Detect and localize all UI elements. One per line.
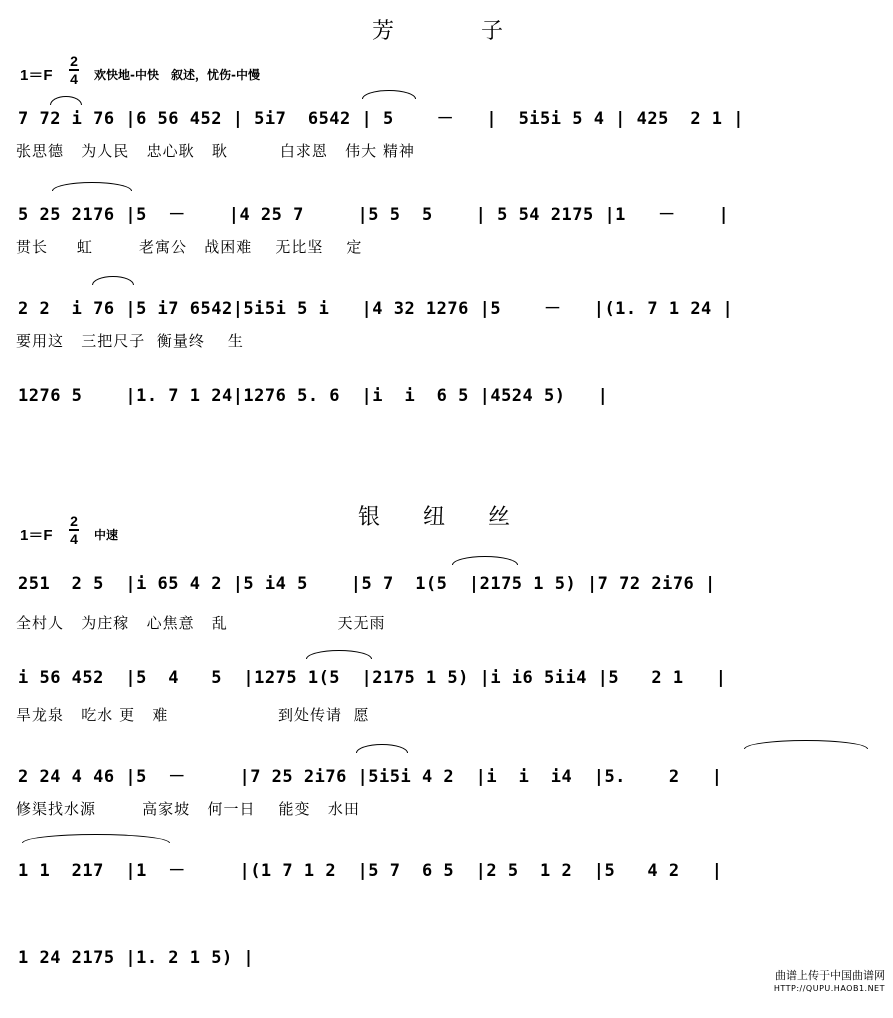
score-line [0,856,893,926]
score-line [0,762,893,832]
time-signature-top: 2 [70,53,78,69]
score-line [0,104,893,174]
time-signature [68,514,80,546]
time-signature [68,54,80,86]
time-signature-top: 2 [70,513,78,529]
score-line [0,294,893,364]
notation: 1 24 2175 |1. 2 1 5) | [18,948,255,968]
song-title [358,500,528,531]
slur [92,276,134,285]
lyrics: 修渠找水源 高家坡 何一日 能变 水田 [16,800,360,818]
song-title [372,14,543,45]
slur [52,182,132,191]
score-line [0,386,893,456]
notation: 251 2 5 |i 65 4 2 |5 i4 5 |5 7 1(5 |2175 1 5) |7 72 2i76 | [18,574,716,594]
slur [50,96,82,105]
key-signature: 1＝F [20,527,53,544]
notation: 1 1 217 |1 － |(1 7 1 2 |5 7 6 5 |2 5 1 2 |5 4 2 | [18,861,723,881]
site-watermark [774,969,885,995]
song-title-text: 芳 子 [372,19,543,44]
notation: i 56 452 |5 4 5 |1275 1(5 |2175 1 5) |i i6 5ii4 |5 2 1 | [18,668,727,688]
notation: 2 2 i 76 |5 i7 6542|5i5i 5 i |4 32 1276 |5 － |(1. 7 1 24 | [18,299,734,319]
song-title-text: 银 纽 丝 [358,505,528,530]
lyrics: 张思德 为人民 忠心耿 耿 白求恩 伟大 精神 [16,142,415,160]
lyrics: 全村人 为庄稼 心焦意 乱 天无雨 [16,614,386,632]
slur [362,90,416,99]
notation: 2 24 4 46 |5 － |7 25 2i76 |5i5i 4 2 |i i i4 |5. 2 | [18,767,723,787]
lyrics: 要用这 三把尺子 衡量终 生 [16,332,244,350]
score-line [0,668,893,738]
notation: 7 72 i 76 |6 56 452 | 5i7 6542 | 5 － | 5i5i 5 4 | 425 2 1 | [18,109,745,129]
tempo-marking: 中速 [94,528,119,542]
site-name: 曲谱上传于中国曲谱网 [775,969,885,982]
score-line [0,948,893,1018]
site-url: HTTP://QUPU.HAOB1.NET [773,984,885,993]
lyrics: 贯长 虹 老寓公 战困难 无比坚 定 [16,238,363,256]
key-signature: 1＝F [20,67,53,84]
score-line [0,200,893,270]
notation: 5 25 2176 |5 － |4 25 7 |5 5 5 | 5 54 2175 |1 － | [18,205,730,225]
slur [356,744,408,753]
slur [22,834,170,843]
lyrics: 旱龙泉 吃水 更 难 到处传请 愿 [16,706,370,724]
time-signature-bottom: 4 [70,530,78,547]
time-signature-bottom: 4 [70,70,78,87]
score-line [0,574,893,644]
slur [306,650,372,659]
slur [452,556,518,565]
slur [744,740,868,749]
tempo-marking: 欢快地-中快 叙述，忧伤-中慢 [94,68,260,82]
notation: 1276 5 |1. 7 1 24|1276 5. 6 |i i 6 5 |4524 5) | [18,386,609,406]
